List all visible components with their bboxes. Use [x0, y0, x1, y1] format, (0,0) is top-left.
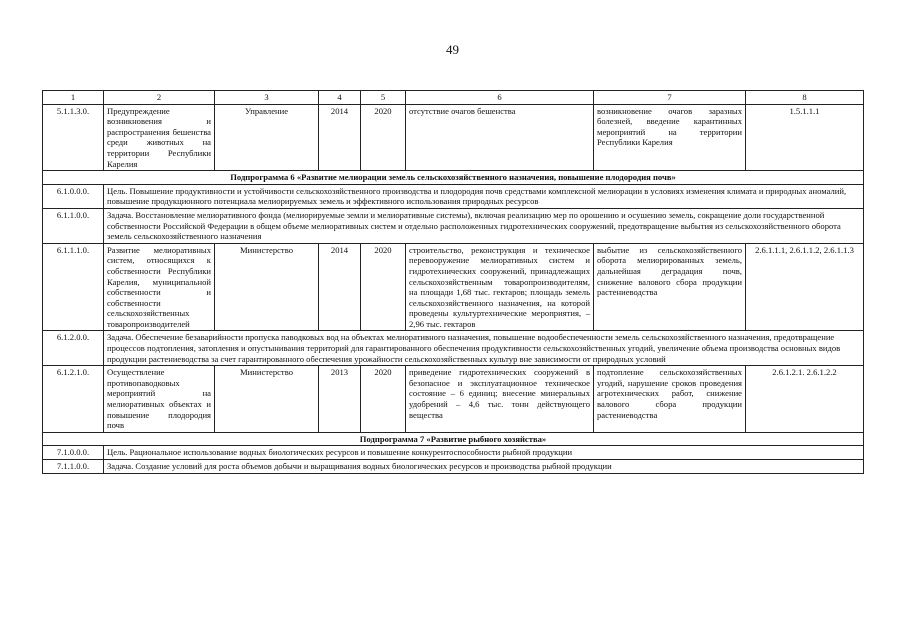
start-year-cell: 2014	[319, 243, 361, 331]
code-cell: 6.1.0.0.0.	[43, 184, 104, 208]
code-cell: 7.1.1.0.0.	[43, 460, 104, 474]
consequence-cell: выбытие из сельскохозяйственного оборота мелиорированных земель, дальнейшая деградация почв, снижение валового сбора продукции растениеводства	[594, 243, 746, 331]
page-number: 49	[446, 42, 459, 57]
goal-task-row	[43, 184, 864, 208]
column-number-cell: 5	[361, 91, 406, 105]
measure-cell: Развитие мелиоративных систем, относящихся к собственности Республики Карелия, муниципальной собственности и собственности сельскохозяйственных товаропроизводителей	[104, 243, 215, 331]
end-year-cell: 2020	[361, 243, 406, 331]
goal-task-row	[43, 460, 864, 474]
measure-row	[43, 243, 864, 331]
consequence-cell: возникновение очагов заразных болезней, введение карантинных мероприятий на территории Республики Карелия	[594, 104, 746, 171]
expected-result-cell: строительство, реконструкция и техническое перевооружение мелиоративных систем и гидротехнических сооружений, принадлежащих сельскохозяйственным товаропроизводителям, на площади 1,68 тыс. гектаров; площадь земель сельскохозяйственного назначения, на которой проведены культуртехнические мероприятия, – 2,96 тыс. гектаров	[406, 243, 594, 331]
goal-task-text: Задача. Обеспечение безаварийности пропуска паводковых вод на объектах мелиоративного назначения, повышение водообеспеченности земель сельскохозяйственного назначения, предотвращение процессов подтопления, затопления и опустынивания территорий для гарантированного обеспечения продуктивности сельскохозяйственных угодий, увеличение объема производства основных видов продукции растениеводства за счет гарантированного обеспечения урожайности сельскохозяйственных культур вне зависимости от природных условий	[104, 331, 864, 366]
goal-task-row	[43, 208, 864, 243]
executor-cell: Управление	[215, 104, 319, 171]
subprogram-row	[43, 171, 864, 185]
code-cell: 6.1.2.0.0.	[43, 331, 104, 366]
measures-table	[42, 90, 864, 474]
column-number-row	[43, 91, 864, 105]
indicator-link-cell: 2.6.1.1.1, 2.6.1.1.2, 2.6.1.1.3	[746, 243, 864, 331]
measure-cell: Осуществление противопаводковых мероприятий на мелиоративных объектах и повышение плодородия почв	[104, 366, 215, 433]
goal-task-row	[43, 446, 864, 460]
goal-task-text: Задача. Восстановление мелиоративного фонда (мелиорируемые земли и мелиоративные системы), включая реализацию мер по орошению и осушению земель, сокращение доли государственной собственности Российской Федерации в общем объеме мелиоративных систем и отдельно расположенных гидротехнических сооружений, предотвращение выбытия из сельскохозяйственного оборота земель сельскохозяйственного назначения	[104, 208, 864, 243]
measure-cell: Предупреждение возникновения и распространения бешенства среди животных на территории Республики Карелия	[104, 104, 215, 171]
measure-row	[43, 366, 864, 433]
consequence-cell: подтопление сельскохозяйственных угодий, нарушение сроков проведения агротехнических работ, снижение валового сбора продукции растениеводства	[594, 366, 746, 433]
subprogram-title: Подпрограмма 7 «Развитие рыбного хозяйства»	[43, 432, 864, 446]
column-number-cell: 7	[594, 91, 746, 105]
subprogram-row	[43, 432, 864, 446]
start-year-cell: 2013	[319, 366, 361, 433]
measure-row	[43, 104, 864, 171]
start-year-cell: 2014	[319, 104, 361, 171]
table-body	[43, 91, 864, 474]
column-number-cell: 2	[104, 91, 215, 105]
code-cell: 6.1.1.1.0.	[43, 243, 104, 331]
code-cell: 6.1.1.0.0.	[43, 208, 104, 243]
column-number-cell: 6	[406, 91, 594, 105]
column-number-cell: 3	[215, 91, 319, 105]
code-cell: 7.1.0.0.0.	[43, 446, 104, 460]
end-year-cell: 2020	[361, 366, 406, 433]
executor-cell: Министерство	[215, 366, 319, 433]
expected-result-cell: приведение гидротехнических сооружений в безопасное и эксплуатационное техническое состояние – 6 единиц; внесение минеральных удобрений – 4,6 тыс. тонн действующего вещества	[406, 366, 594, 433]
column-number-cell: 1	[43, 91, 104, 105]
indicator-link-cell: 2.6.1.2.1. 2.6.1.2.2	[746, 366, 864, 433]
goal-task-text: Задача. Создание условий для роста объемов добычи и выращивания водных биологических ресурсов и производства рыбной продукции	[104, 460, 864, 474]
subprogram-title: Подпрограмма 6 «Развитие мелиорации земель сельскохозяйственного назначения, повышение плодородия почв»	[43, 171, 864, 185]
goal-task-row	[43, 331, 864, 366]
expected-result-cell: отсутствие очагов бешенства	[406, 104, 594, 171]
goal-task-text: Цель. Рациональное использование водных биологических ресурсов и повышение конкурентоспособности рыбной продукции	[104, 446, 864, 460]
executor-cell: Министерство	[215, 243, 319, 331]
code-cell: 6.1.2.1.0.	[43, 366, 104, 433]
goal-task-text: Цель. Повышение продуктивности и устойчивости сельскохозяйственного производства и плодородия почв средствами комплексной мелиорации в условиях изменения климата и природных аномалий, повышение продукционного потенциала мелиорируемых земель и эффективного использования природных ресурсов	[104, 184, 864, 208]
column-number-cell: 4	[319, 91, 361, 105]
end-year-cell: 2020	[361, 104, 406, 171]
indicator-link-cell: 1.5.1.1.1	[746, 104, 864, 171]
column-number-cell: 8	[746, 91, 864, 105]
code-cell: 5.1.1.3.0.	[43, 104, 104, 171]
